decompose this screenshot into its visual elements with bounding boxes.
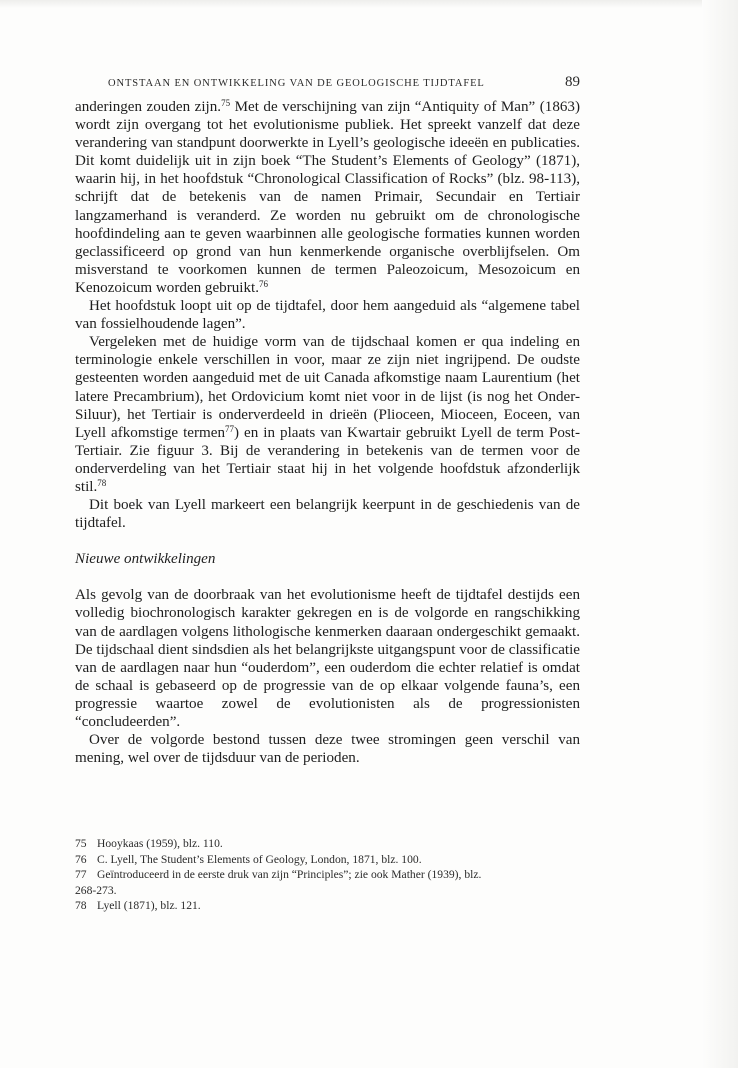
paragraph-1 bbox=[75, 98, 580, 297]
footnote-75 bbox=[75, 836, 580, 852]
footnote-ref-76: 76 bbox=[259, 278, 269, 289]
paragraph-3-text-a: Vergeleken met de huidige vorm van de tijdschaal komen er qua indeling en terminologie enkele verschillen in voor, maar ze zijn niet ingrijpend. De oudste gesteenten worden aangeduid met de uit Canada afkomstige naam Laurentium (het latere Precambrium), het Ordovicium komt niet voor in de lijst (is nog het Onder-Siluur), het Tertiair is onderverdeeld in drieën (Plioceen, Mioceen, Eoceen, van Lyell afkomstige termen bbox=[75, 334, 580, 441]
paragraph-2: Het hoofdstuk loopt uit op de tijdtafel, door hem aangeduid als “algemene tabel van fossielhoudende lagen”. bbox=[75, 298, 580, 333]
paragraph-4: Dit boek van Lyell markeert een belangrijk keerpunt in de geschiedenis van de tijdtafel. bbox=[75, 497, 580, 532]
footnote-78 bbox=[75, 898, 580, 914]
footnote-76 bbox=[75, 852, 580, 868]
footnote-text: Hooykaas (1959), blz. 110. bbox=[97, 837, 223, 850]
page-edge-shading bbox=[702, 0, 738, 1068]
footnote-ref-75: 75 bbox=[221, 98, 231, 108]
footnote-number: 77 bbox=[75, 868, 87, 882]
paragraph-1-text-a: anderingen zouden zijn. bbox=[75, 99, 222, 115]
footnote-text: Lyell (1871), blz. 121. bbox=[97, 899, 201, 913]
running-header bbox=[108, 74, 580, 91]
body-text bbox=[75, 98, 580, 767]
paragraph-3 bbox=[75, 333, 580, 496]
paragraph-6: Over de volgorde bestond tussen deze twee stromingen geen verschil van mening, wel over de tijdsduur van de perioden. bbox=[75, 732, 580, 767]
footnote-ref-78: 78 bbox=[97, 477, 107, 488]
page-top-shadow bbox=[0, 0, 738, 8]
footnote-text: Geïntroduceerd in de eerste druk van zijn “Principles”; zie ook Mather (1939), blz. bbox=[97, 868, 482, 882]
running-title: ONTSTAAN EN ONTWIKKELING VAN DE GEOLOGISCHE TIJDTAFEL bbox=[108, 78, 485, 89]
footnote-77 bbox=[75, 867, 580, 883]
footnote-number: 78 bbox=[75, 899, 87, 913]
footnote-ref-77: 77 bbox=[225, 423, 235, 434]
page-number: 89 bbox=[565, 74, 580, 90]
footnote-number: 75 bbox=[75, 837, 87, 850]
footnote-77-continuation: 268-273. bbox=[75, 883, 117, 897]
section-heading: Nieuwe ontwikkelingen bbox=[75, 551, 216, 568]
footnotes bbox=[75, 836, 580, 914]
paragraph-1-text-b: Met de verschijning van zijn “Antiquity of Man” (1863) wordt zijn overgang tot het evolutionisme publiek. Het spreekt vanzelf dat deze verandering van standpunt doorwerkte in Lyell’s geologische ideeën en publicaties. Dit komt duidelijk uit in zijn boek “The Student’s Elements of Geology” (1871), waarin hij, in het hoofdstuk “Chronological Classification of Rocks” (blz. 98-113), schrijft dat de betekenis van de namen Primair, Secundair en Tertiair langzamerhand is veranderd. Ze worden nu gebruikt om de chronologische hoofdindeling aan te geven waarbinnen alle geologische formaties kunnen worden geclassificeerd op grond van hun kenmerkende organische overblijfselen. Om misverstand te voorkomen kunnen de termen Paleozoicum, Mesozoicum en Kenozoicum worden gebruikt. bbox=[75, 99, 581, 296]
paragraph-5: Als gevolg van de doorbraak van het evolutionisme heeft de tijdtafel destijds een volledig biochronologisch karakter gekregen en is de volgorde en rangschikking van de aardlagen volgens lithologische kenmerken daaraan ondergeschikt gemaakt. De tijdschaal dient sindsdien als het belangrijkste uitgangspunt voor de classificatie van de aardlagen naar hun “ouderdom”, een ouderdom die echter relatief is omdat de schaal is gebaseerd op de progressie van de op elkaar volgende fauna’s, een progressie waartoe zowel de evolutionisten als de progressionisten “concludeerden”. bbox=[75, 587, 580, 730]
paragraph-3-text-b: ) en in plaats van Kwartair gebruikt Lyell de term Post-Tertiair. Zie figuur 3. Bij de verandering in betekenis van de termen voor de onderverdeling van het Tertiair staat hij in het volgende hoofdstuk afzonderlijk stil. bbox=[75, 424, 580, 495]
footnote-number: 76 bbox=[75, 852, 87, 866]
footnote-text: C. Lyell, The Student’s Elements of Geology, London, 1871, blz. 100. bbox=[97, 852, 422, 866]
